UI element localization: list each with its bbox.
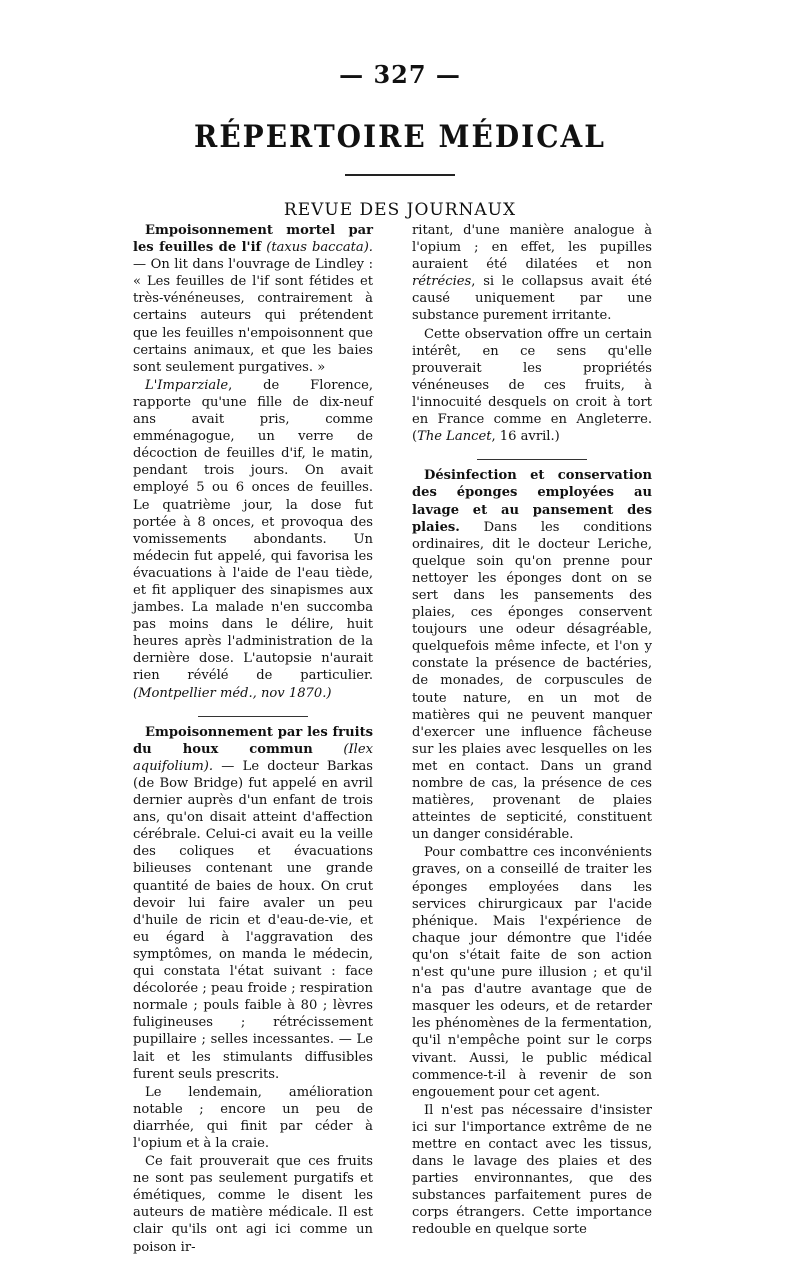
- article-1-paragraph-2: [133, 377, 373, 702]
- article-2-paragraph-4: Cette observation offre un certain intérêt, en ce sens qu'elle prouverait les propriétés vénéneuses de ces fruits, à l'innocuité desquels on croit à tort en France comme en Angleterre. (The Lancet, 16 avril.): [412, 326, 652, 445]
- article-2-paragraph-3: Ce fait prouverait que ces fruits ne sont pas seulement purgatifs et émétiques, comme le disent les auteurs de matière médicale. Il est clair qu'ils ont agi ici comme un poison ir-: [133, 1154, 373, 1255]
- article-3-title: Désinfection et conservation des éponges employées au lavage et au pansement des plaies.: [412, 468, 652, 535]
- section-title: REVUE DES JOURNAUX: [283, 200, 517, 220]
- article-1-source: (Montpellier méd., nov 1870.): [133, 685, 332, 701]
- article-1-title: Empoisonnement mortel par les feuilles de l'if: [133, 223, 373, 256]
- right-column: [412, 222, 652, 1239]
- article-3-paragraph-2: Pour combattre ces inconvénients graves, on a conseillé de traiter les éponges employées dans les services chirurgicaux par l'acide phénique. Mais l'expérience de chaque jour démontre que l'idée qu'on s'était faite de son action n'est qu'une pure illusion ; et qu'il n'a pas d'autre avantage que de masquer les odeurs, et de retarder les phénomènes de la fermentation, qu'il n'empêche point sur le corps vivant. Aussi, le public médical commence-t-il à revenir de son engouement pour cet agent.: [412, 845, 652, 1100]
- article-2-cont-text: ritant, d'une manière analogue à l'opium ; en effet, les pupilles auraient été dilatées et non: [412, 223, 652, 273]
- article-1-text: — On lit dans l'ouvrage de Lindley : « Les feuilles de l'if sont fétides et très-vénéneuses, contrairement à certains auteurs qui prétendent que les feuilles n'empoisonnent que certains animaux, et que les baies sont seulement purgatives. »: [133, 257, 373, 375]
- page-number: — 327 —: [339, 60, 461, 89]
- article-1-journal-name: L'Imparziale: [145, 377, 229, 393]
- page-title: RÉPERTOIRE MÉDICAL: [194, 118, 606, 155]
- article-3-paragraph: [412, 467, 652, 843]
- article-2-continuation: [412, 222, 652, 325]
- article-1-text-2: , de Florence, rapporte qu'une fille de dix-neuf ans avait pris, comme emménagogue, un verre de décoction de feuilles d'if, le matin, pendant trois jours. On avait employé 5 ou 6 onces de feuilles. Le quatrième jour, la dose fut portée à 8 onces, et provoqua des vomissements abondants. Un médecin fut appelé, qui favorisa les évacuations à l'aide de l'eau tiède, et fit appliquer des sinapismes aux jambes. La malade n'en succomba pas moins dans le délire, huit heures après l'administration de la dernière dose. L'autopsie n'aurait rien révélé de particulier.: [133, 377, 373, 684]
- article-1-paragraph: [133, 222, 373, 376]
- article-2-cont-emphasis: rétrécies: [412, 274, 472, 290]
- article-2-cont-text-2: , si le collapsus avait été causé uniquement par une substance purement irritante.: [412, 274, 652, 324]
- article-2-text-4: Cette observation offre un certain intérêt, en ce sens qu'elle prouverait les propriétés vénéneuses de ces fruits, à l'innocuité desquels on croit à tort en France comme en Angleterre.: [412, 326, 652, 428]
- article-2-source-name: The Lancet: [417, 429, 492, 445]
- left-column: [133, 222, 373, 1256]
- article-separator-2: [412, 448, 652, 465]
- article-2-paragraph: [133, 724, 373, 1083]
- article-2-paragraph-2: Le lendemain, amélioration notable ; encore un peu de diarrhée, qui finit par céder à l'opium et à la craie.: [133, 1084, 373, 1151]
- article-2-source-date: , 16 avril.): [491, 429, 560, 445]
- article-3-paragraph-3: Il n'est pas nécessaire d'insister ici sur l'importance extrême de ne mettre en contact avec les tissus, dans le lavage des plaies et des parties environnantes, que des substances parfaitement pures de corps étrangers. Cette importance redouble en quelque sorte: [412, 1102, 652, 1238]
- title-rule: [345, 174, 455, 176]
- article-2-latin-name: (Ilex aquifolium).: [133, 741, 374, 774]
- article-2-text: — Le docteur Barkas (de Bow Bridge) fut appelé en avril dernier auprès d'un enfant de trois ans, qu'on disait atteint d'affection cérébrale. Celui-ci avait eu la veille des coliques et évacuations bilieuses contenant une grande quantité de baies de houx. On crut devoir lui faire avaler un peu d'huile de ricin et d'eau-de-vie, et eu égard à l'aggravation des symptômes, on manda le médecin, qui constata l'état suivant : face décolorée ; peau froide ; respiration normale ; pouls faible à 80 ; lèvres fuligineuses ; rétrécissement pupillaire ; selles incessantes. — Le lait et les stimulants diffusibles furent seuls prescrits.: [133, 758, 373, 1082]
- article-1-latin-name: (taxus baccata).: [266, 240, 373, 256]
- article-2-title: Empoisonnement par les fruits du houx commun: [133, 724, 373, 757]
- article-3-text: Dans les conditions ordinaires, dit le docteur Leriche, quelque soin qu'on prenne pour nettoyer les éponges dont on se sert dans les pansements des plaies, ces éponges conservent toujours une odeur désagréable, quelquefois même infecte, et l'on y constate la présence de bactéries, de monades, de corpuscules de toute nature, en un mot de matières qui ne peuvent manquer d'exercer une influence fâcheuse sur les plaies avec lesquelles on les met en contact. Dans un grand nombre de cas, la présence de ces matières, provenant de plaies atteintes de septicité, constituent un danger considérable.: [412, 519, 652, 843]
- article-separator: [133, 705, 373, 722]
